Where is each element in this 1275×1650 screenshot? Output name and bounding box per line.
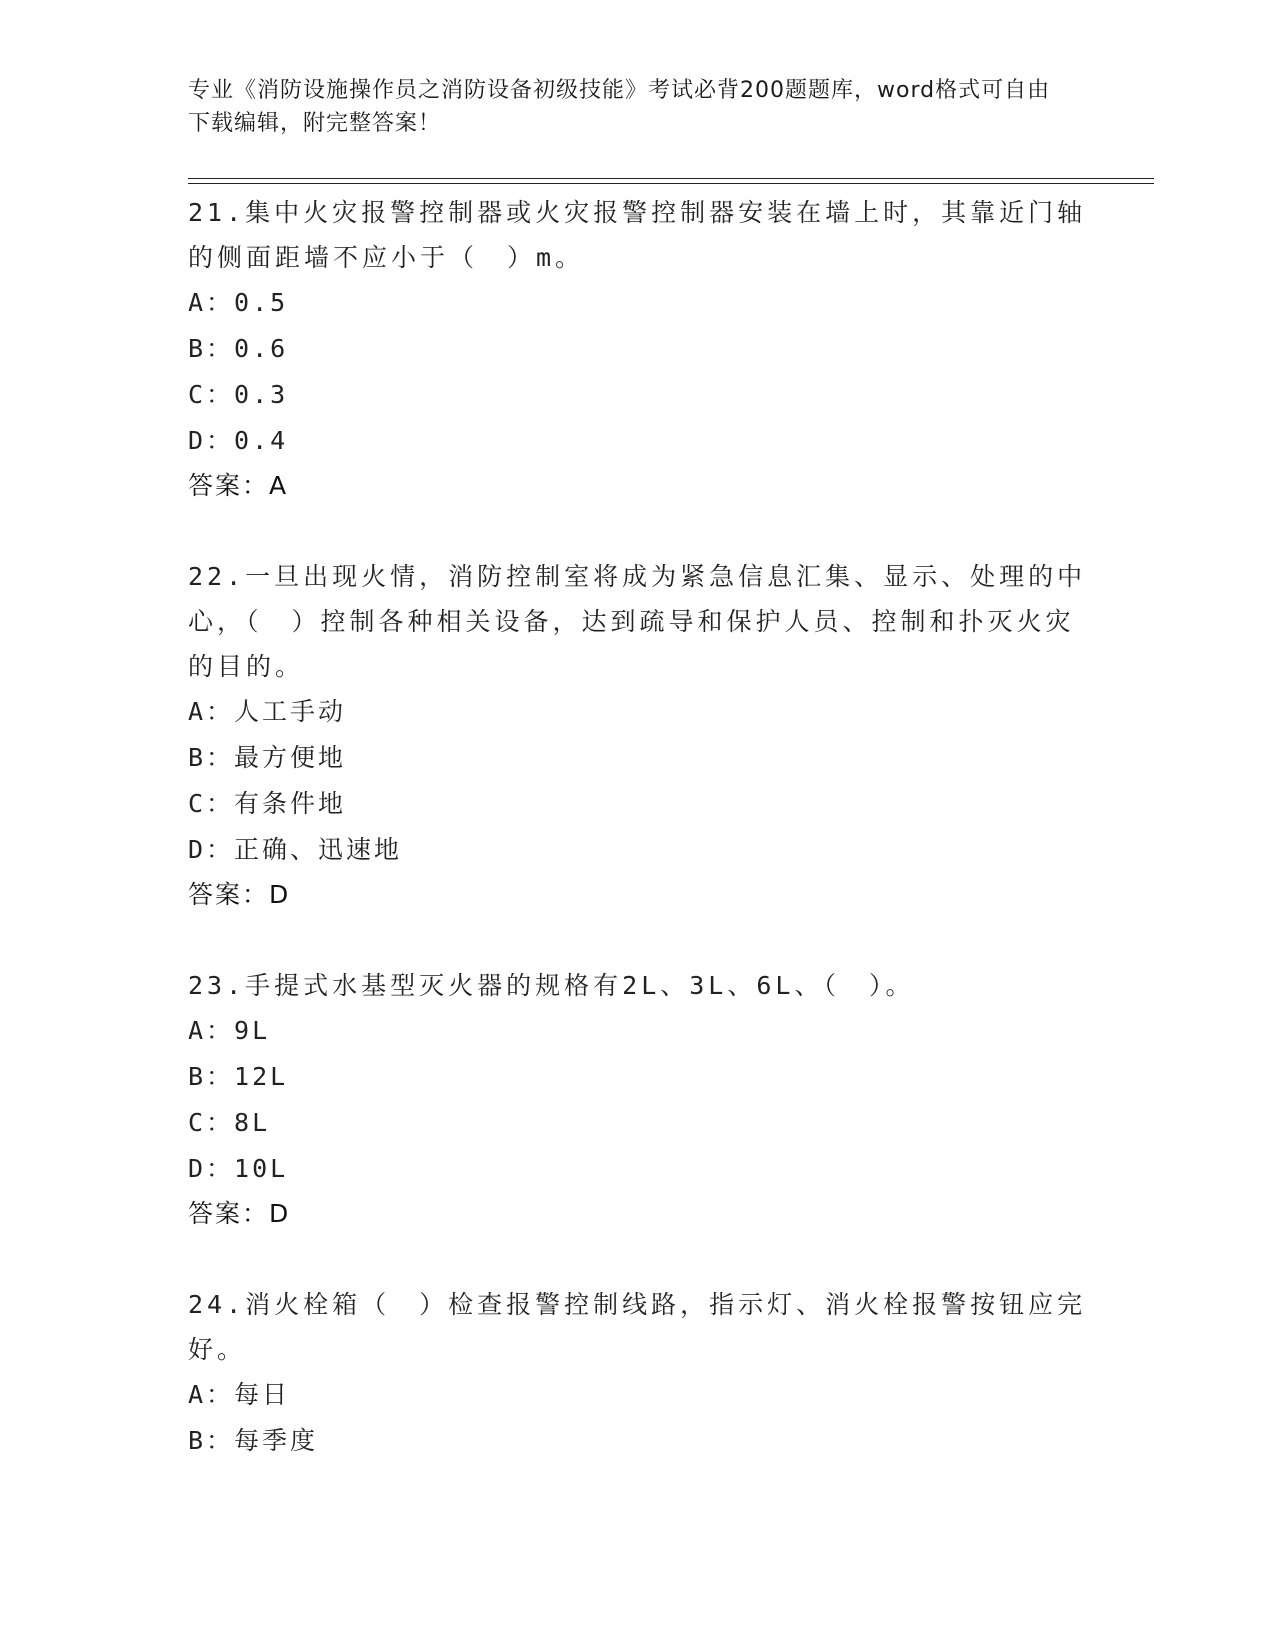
option-a: A：人工手动 — [188, 697, 347, 726]
option-b: B：每季度 — [188, 1426, 319, 1455]
question-24 — [188, 1282, 1088, 1464]
option-a: A：9L — [188, 1016, 271, 1045]
option-d: D：正确、迅速地 — [188, 835, 403, 864]
option-b: B：0.6 — [188, 334, 289, 363]
question-stem: 22.一旦出现火情，消防控制室将成为紧急信息汇集、显示、处理的中心，（ ）控制各种相关设备，达到疏导和保护人员、控制和扑灭火灾的目的。 — [188, 562, 1087, 681]
question-21 — [188, 190, 1088, 508]
question-list — [188, 190, 1088, 1510]
question-22 — [188, 554, 1088, 917]
option-c: C：8L — [188, 1108, 271, 1137]
answer: 答案：D — [188, 880, 291, 909]
header-divider-top — [188, 178, 1154, 179]
question-stem: 24.消火栓箱（ ）检查报警控制线路，指示灯、消火栓报警按钮应完好。 — [188, 1290, 1087, 1364]
document-title: 专业《消防设施操作员之消防设备初级技能》考试必背200题题库，word格式可自由下载编辑，附完整答案！ — [188, 78, 1051, 136]
header-divider-bottom — [188, 183, 1154, 184]
option-b: B：12L — [188, 1062, 289, 1091]
option-b: B：最方便地 — [188, 743, 347, 772]
option-c: C：有条件地 — [188, 789, 347, 818]
answer: 答案：A — [188, 471, 289, 500]
question-stem: 21.集中火灾报警控制器或火灾报警控制器安装在墙上时，其靠近门轴的侧面距墙不应小于（ ）m。 — [188, 198, 1087, 272]
option-d: D：0.4 — [188, 426, 289, 455]
option-a: A：每日 — [188, 1380, 291, 1409]
question-stem: 23.手提式水基型灭火器的规格有2L、3L、6L、（ ）。 — [188, 971, 915, 1000]
option-a: A：0.5 — [188, 288, 289, 317]
answer: 答案：D — [188, 1199, 291, 1228]
option-c: C：0.3 — [188, 380, 289, 409]
question-23 — [188, 963, 1088, 1236]
option-d: D：10L — [188, 1154, 289, 1183]
